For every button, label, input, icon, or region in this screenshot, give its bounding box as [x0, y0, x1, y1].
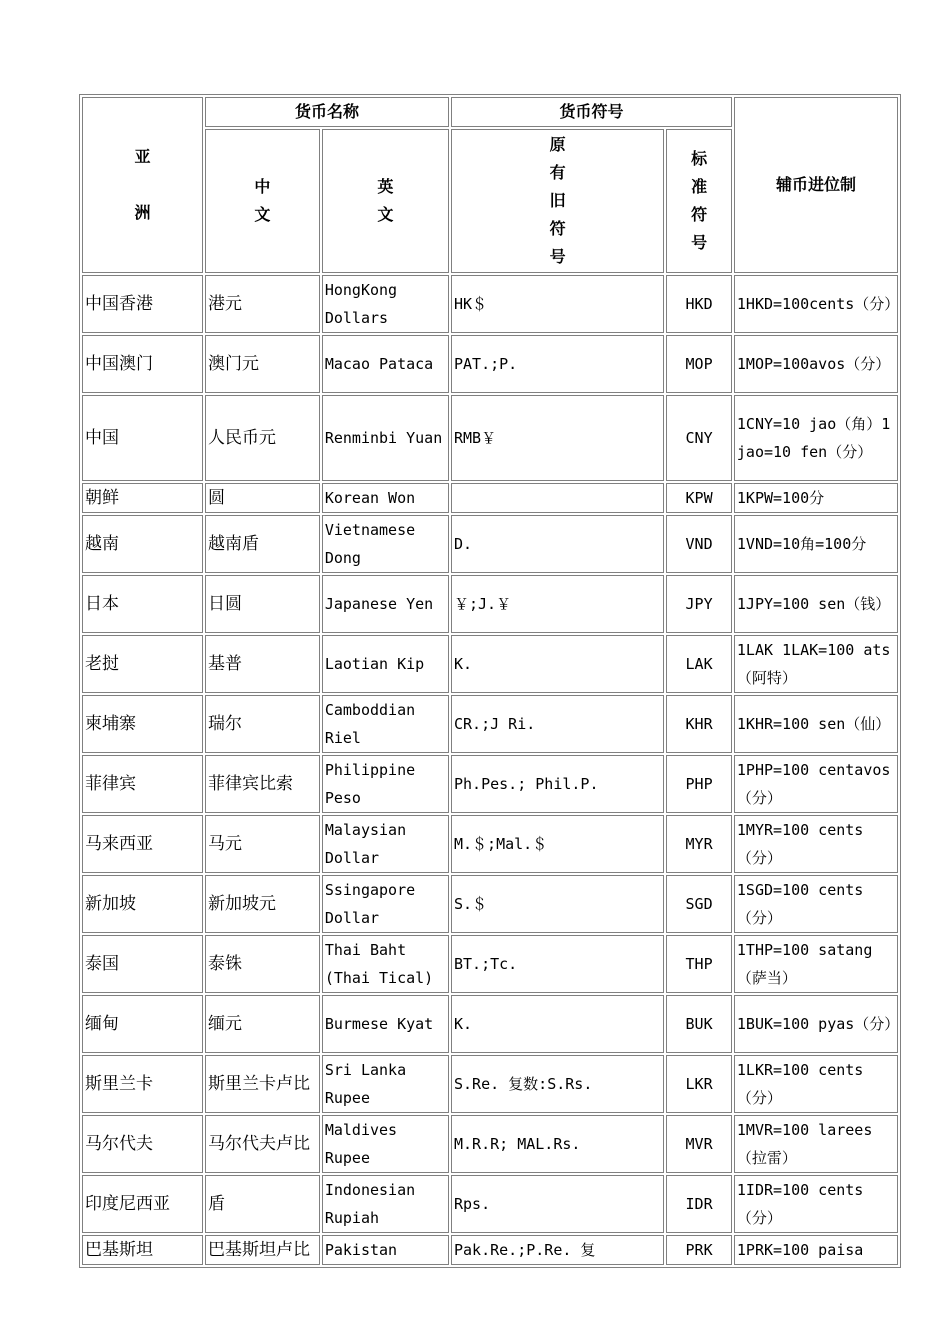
- english-name-cell: Philippine Peso: [322, 755, 449, 813]
- standard-symbol-cell: IDR: [666, 1175, 732, 1233]
- english-name-cell: Ssingapore Dollar: [322, 875, 449, 933]
- country-cell: 日本: [82, 575, 203, 633]
- old-symbol-cell: S.Re. 复数:S.Rs.: [451, 1055, 664, 1113]
- table-row: [82, 875, 898, 933]
- chinese-name-cell: 巴基斯坦卢比: [205, 1235, 320, 1265]
- english-name-cell: Renminbi Yuan: [322, 395, 449, 481]
- old-symbol-cell: M.R.R; MAL.Rs.: [451, 1115, 664, 1173]
- standard-symbol-cell: MVR: [666, 1115, 732, 1173]
- header-currency-name: 货币名称: [205, 97, 449, 127]
- country-cell: 缅甸: [82, 995, 203, 1053]
- table-row: [82, 635, 898, 693]
- standard-symbol-cell: THP: [666, 935, 732, 993]
- subunit-cell: 1MYR=100 cents（分）: [734, 815, 898, 873]
- country-cell: 泰国: [82, 935, 203, 993]
- english-name-cell: Vietnamese Dong: [322, 515, 449, 573]
- english-name-cell: Pakistan: [322, 1235, 449, 1265]
- header-standard-symbol: 标 准 符 号: [666, 129, 732, 273]
- english-name-cell: Thai Baht (Thai Tical): [322, 935, 449, 993]
- chinese-name-cell: 盾: [205, 1175, 320, 1233]
- chinese-name-cell: 缅元: [205, 995, 320, 1053]
- country-cell: 马尔代夫: [82, 1115, 203, 1173]
- table-row: [82, 935, 898, 993]
- table-row: [82, 395, 898, 481]
- table-row: [82, 335, 898, 393]
- english-name-cell: Camboddian Riel: [322, 695, 449, 753]
- currency-table: [79, 94, 901, 1268]
- english-name-cell: Japanese Yen: [322, 575, 449, 633]
- old-symbol-cell: RMB￥: [451, 395, 664, 481]
- country-cell: 中国澳门: [82, 335, 203, 393]
- old-symbol-cell: M.＄;Mal.＄: [451, 815, 664, 873]
- subunit-cell: 1LKR=100 cents（分）: [734, 1055, 898, 1113]
- standard-symbol-cell: MOP: [666, 335, 732, 393]
- old-symbol-cell: ￥;J.￥: [451, 575, 664, 633]
- standard-symbol-cell: MYR: [666, 815, 732, 873]
- standard-symbol-cell: BUK: [666, 995, 732, 1053]
- old-symbol-cell: S.＄: [451, 875, 664, 933]
- country-cell: 新加坡: [82, 875, 203, 933]
- chinese-name-cell: 马元: [205, 815, 320, 873]
- table-row: [82, 995, 898, 1053]
- english-name-cell: Maldives Rupee: [322, 1115, 449, 1173]
- old-symbol-cell: K.: [451, 995, 664, 1053]
- table-row: [82, 515, 898, 573]
- standard-symbol-cell: LAK: [666, 635, 732, 693]
- standard-symbol-cell: PHP: [666, 755, 732, 813]
- table-row: [82, 1175, 898, 1233]
- chinese-name-cell: 澳门元: [205, 335, 320, 393]
- header-region: 亚 洲: [82, 97, 203, 273]
- english-name-cell: Sri Lanka Rupee: [322, 1055, 449, 1113]
- chinese-name-cell: 斯里兰卡卢比: [205, 1055, 320, 1113]
- standard-symbol-cell: JPY: [666, 575, 732, 633]
- table-body: [82, 275, 898, 1265]
- country-cell: 巴基斯坦: [82, 1235, 203, 1265]
- old-symbol-cell: HK＄: [451, 275, 664, 333]
- subunit-cell: 1VND=10角=100分: [734, 515, 898, 573]
- header-english: 英 文: [322, 129, 449, 273]
- subunit-cell: 1BUK=100 pyas（分）: [734, 995, 898, 1053]
- chinese-name-cell: 日圆: [205, 575, 320, 633]
- old-symbol-cell: Pak.Re.;P.Re. 复: [451, 1235, 664, 1265]
- standard-symbol-cell: HKD: [666, 275, 732, 333]
- subunit-cell: 1SGD=100 cents（分）: [734, 875, 898, 933]
- subunit-cell: 1HKD=100cents（分）: [734, 275, 898, 333]
- table-row: [82, 1235, 898, 1265]
- header-chinese: 中 文: [205, 129, 320, 273]
- old-symbol-cell: Ph.Pes.; Phil.P.: [451, 755, 664, 813]
- old-symbol-cell: CR.;J Ri.: [451, 695, 664, 753]
- chinese-name-cell: 泰铢: [205, 935, 320, 993]
- chinese-name-cell: 新加坡元: [205, 875, 320, 933]
- document-page: [79, 94, 901, 1268]
- subunit-cell: 1PRK=100 paisa: [734, 1235, 898, 1265]
- chinese-name-cell: 人民币元: [205, 395, 320, 481]
- chinese-name-cell: 基普: [205, 635, 320, 693]
- country-cell: 菲律宾: [82, 755, 203, 813]
- subunit-cell: 1JPY=100 sen（钱）: [734, 575, 898, 633]
- chinese-name-cell: 港元: [205, 275, 320, 333]
- country-cell: 中国香港: [82, 275, 203, 333]
- country-cell: 中国: [82, 395, 203, 481]
- chinese-name-cell: 马尔代夫卢比: [205, 1115, 320, 1173]
- standard-symbol-cell: VND: [666, 515, 732, 573]
- english-name-cell: Malaysian Dollar: [322, 815, 449, 873]
- subunit-cell: 1PHP=100 centavos（分）: [734, 755, 898, 813]
- standard-symbol-cell: PRK: [666, 1235, 732, 1265]
- subunit-cell: 1KHR=100 sen（仙）: [734, 695, 898, 753]
- subunit-cell: 1IDR=100 cents（分）: [734, 1175, 898, 1233]
- old-symbol-cell: [451, 483, 664, 513]
- english-name-cell: Indonesian Rupiah: [322, 1175, 449, 1233]
- standard-symbol-cell: KHR: [666, 695, 732, 753]
- standard-symbol-cell: KPW: [666, 483, 732, 513]
- subunit-cell: 1MOP=100avos（分）: [734, 335, 898, 393]
- country-cell: 柬埔寨: [82, 695, 203, 753]
- country-cell: 老挝: [82, 635, 203, 693]
- old-symbol-cell: PAT.;P.: [451, 335, 664, 393]
- old-symbol-cell: BT.;Tc.: [451, 935, 664, 993]
- subunit-cell: 1THP=100 satang（萨当）: [734, 935, 898, 993]
- old-symbol-cell: K.: [451, 635, 664, 693]
- table-row: [82, 755, 898, 813]
- chinese-name-cell: 圆: [205, 483, 320, 513]
- table-row: [82, 575, 898, 633]
- english-name-cell: Burmese Kyat: [322, 995, 449, 1053]
- table-row: [82, 815, 898, 873]
- table-row: [82, 483, 898, 513]
- header-old-symbol: 原 有 旧 符 号: [451, 129, 664, 273]
- english-name-cell: Macao Pataca: [322, 335, 449, 393]
- header-subunit: 辅币进位制: [734, 97, 898, 273]
- english-name-cell: Laotian Kip: [322, 635, 449, 693]
- table-row: [82, 275, 898, 333]
- standard-symbol-cell: LKR: [666, 1055, 732, 1113]
- old-symbol-cell: D.: [451, 515, 664, 573]
- subunit-cell: 1LAK 1LAK=100 ats（阿特）: [734, 635, 898, 693]
- table-row: [82, 1055, 898, 1113]
- subunit-cell: 1CNY=10 jao（角）1 jao=10 fen（分）: [734, 395, 898, 481]
- english-name-cell: HongKong Dollars: [322, 275, 449, 333]
- chinese-name-cell: 越南盾: [205, 515, 320, 573]
- country-cell: 越南: [82, 515, 203, 573]
- subunit-cell: 1KPW=100分: [734, 483, 898, 513]
- standard-symbol-cell: SGD: [666, 875, 732, 933]
- standard-symbol-cell: CNY: [666, 395, 732, 481]
- country-cell: 朝鲜: [82, 483, 203, 513]
- country-cell: 斯里兰卡: [82, 1055, 203, 1113]
- header-currency-symbol: 货币符号: [451, 97, 732, 127]
- table-row: [82, 1115, 898, 1173]
- subunit-cell: 1MVR=100 larees（拉雷）: [734, 1115, 898, 1173]
- country-cell: 印度尼西亚: [82, 1175, 203, 1233]
- chinese-name-cell: 菲律宾比索: [205, 755, 320, 813]
- old-symbol-cell: Rps.: [451, 1175, 664, 1233]
- table-row: [82, 695, 898, 753]
- country-cell: 马来西亚: [82, 815, 203, 873]
- english-name-cell: Korean Won: [322, 483, 449, 513]
- chinese-name-cell: 瑞尔: [205, 695, 320, 753]
